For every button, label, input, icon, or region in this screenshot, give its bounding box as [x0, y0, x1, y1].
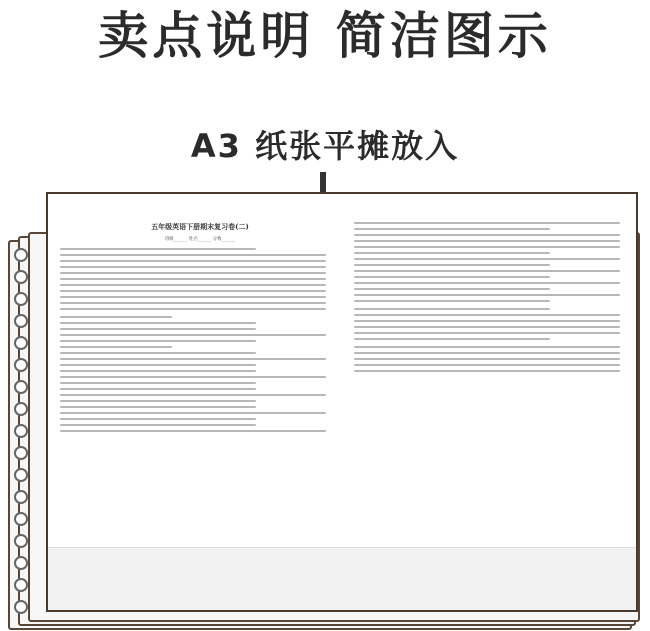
ring-hole-icon	[14, 534, 28, 548]
ring-hole-icon	[14, 512, 28, 526]
ring-hole-icon	[14, 578, 28, 592]
paper-title: 五年级英语下册期末复习卷(二)	[151, 222, 249, 231]
paper-section	[354, 222, 634, 302]
paper-section	[354, 346, 634, 372]
exam-paper	[54, 208, 634, 558]
ring-hole-icon	[14, 402, 28, 416]
ring-hole-icon	[14, 336, 28, 350]
page-title: 卖点说明 简洁图示	[98, 7, 552, 65]
paper-section	[60, 316, 340, 432]
ring-hole-icon	[14, 424, 28, 438]
ring-hole-icon	[14, 270, 28, 284]
paper-section	[60, 248, 340, 310]
ring-hole-icon	[14, 468, 28, 482]
ring-hole-icon	[14, 292, 28, 306]
paper-right-column	[354, 208, 634, 558]
ring-hole-icon	[14, 314, 28, 328]
ring-hole-icon	[14, 446, 28, 460]
ring-hole-icon	[14, 490, 28, 504]
ring-hole-icon	[14, 248, 28, 262]
paper-meta: 班级______ 姓名______ 分数______	[164, 237, 236, 242]
ring-hole-icon	[14, 358, 28, 372]
binder-rings	[12, 244, 32, 624]
ring-hole-icon	[14, 600, 28, 614]
page-subtitle: A3 纸张平摊放入	[190, 127, 460, 165]
ring-hole-icon	[14, 380, 28, 394]
paper-section	[354, 308, 634, 340]
ring-hole-icon	[14, 556, 28, 570]
paper-left-column	[60, 208, 340, 558]
